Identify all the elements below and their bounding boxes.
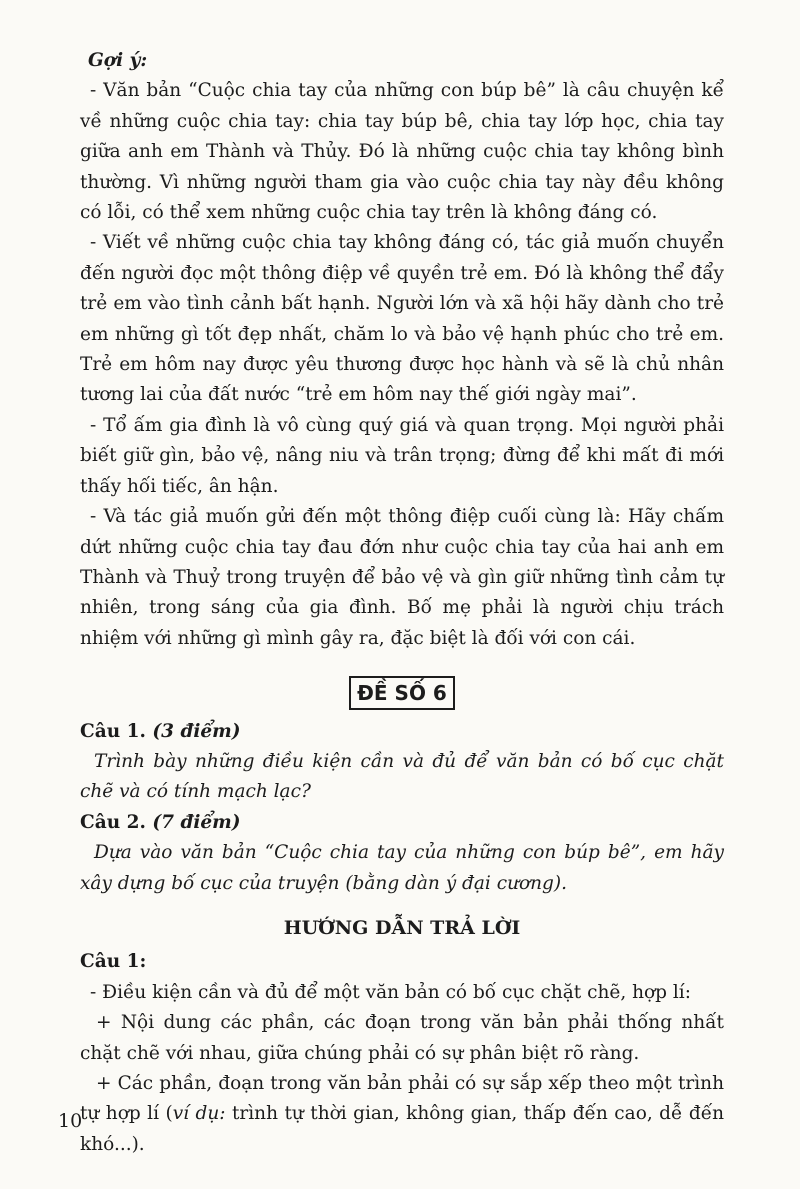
- question-1-label: Câu 1.: [80, 720, 146, 742]
- question-2-points: (7 điểm): [152, 811, 241, 833]
- hint-paragraph-4: - Và tác giả muốn gửi đến một thông điệp cuối cùng là: Hãy chấm dứt những cuộc chia tay đau đớn như cuộc chia tay của hai anh em Thành và Thuỷ trong truyện để bảo vệ và gìn giữ những tình cảm tự nhiên, trong sáng của gia đình. Bố mẹ phải là người chịu trách nhiệm với những gì mình gây ra, đặc biệt là đối với con cái.: [80, 506, 724, 649]
- page-body: [80, 46, 724, 1160]
- hint-title: Gợi ý:: [88, 50, 148, 71]
- hint-paragraph-2: - Viết về những cuộc chia tay không đáng có, tác giả muốn chuyển đến người đọc một thông điệp về quyền trẻ em. Đó là không thể đẩy trẻ em vào tình cảnh bất hạnh. Người lớn và xã hội hãy dành cho trẻ em những gì tốt đẹp nhất, chăm lo và bảo vệ hạnh phúc cho trẻ em. Trẻ em hôm nay được yêu thương được học hành và sẽ là chủ nhân tương lai của đất nước “trẻ em hôm nay thế giới ngày mai”.: [80, 232, 724, 406]
- question-2-text: Dựa vào văn bản “Cuộc chia tay của những con búp bê”, em hãy xây dựng bố cục của truyện (bằng dàn ý đại cương).: [80, 842, 724, 894]
- hint-paragraph-3: - Tổ ấm gia đình là vô cùng quý giá và quan trọng. Mọi người phải biết giữ gìn, bảo vệ, nâng niu và trân trọng; đừng để khi mất đi mới thấy hối tiếc, ân hận.: [80, 414, 724, 497]
- answer-1-line-3-example: ví dụ:: [172, 1103, 226, 1125]
- answer-1-line-1: - Điều kiện cần và đủ để một văn bản có bố cục chặt chẽ, hợp lí:: [90, 981, 691, 1003]
- question-1-text: Trình bày những điều kiện cần và đủ để văn bản có bố cục chặt chẽ và có tính mạch lạc?: [80, 750, 724, 803]
- answer-1-line-3-pre: + Các phần, đoạn trong văn bản phải có sự sắp xếp theo một trình tự hợp lí (: [80, 1073, 724, 1125]
- answer-1-label: Câu 1:: [80, 951, 147, 973]
- exam-title: ĐỀ SỐ 6: [349, 676, 455, 710]
- question-1-heading: [80, 717, 724, 747]
- exam-title-wrap: [80, 676, 724, 710]
- hint-paragraph-1: - Văn bản “Cuộc chia tay của những con búp bê” là câu chuyện kể về những cuộc chia tay: chia tay búp bê, chia tay lớp học, chia tay giữa anh em Thành và Thủy. Đó là những cuộc chia tay không bình thường. Vì những người tham gia vào cuộc chia tay này đều không có lỗi, có thể xem những cuộc chia tay trên là không đáng có.: [80, 80, 724, 224]
- page-number: 10: [58, 1110, 83, 1132]
- question-2-heading: [80, 808, 724, 838]
- answer-1-line-3: [80, 1069, 724, 1160]
- question-2-label: Câu 2.: [80, 811, 146, 833]
- answer-1-line-2: + Nội dung các phần, các đoạn trong văn bản phải thống nhất chặt chẽ với nhau, giữa chúng phải có sự phân biệt rõ ràng.: [80, 1012, 724, 1064]
- question-1-points: (3 điểm): [152, 720, 241, 742]
- answer-guide-title: HƯỚNG DẪN TRẢ LỜI: [283, 916, 521, 939]
- answer-1-line-3-post: trình tự thời gian, không gian, thấp đến cao, dễ đến khó...).: [80, 1103, 725, 1155]
